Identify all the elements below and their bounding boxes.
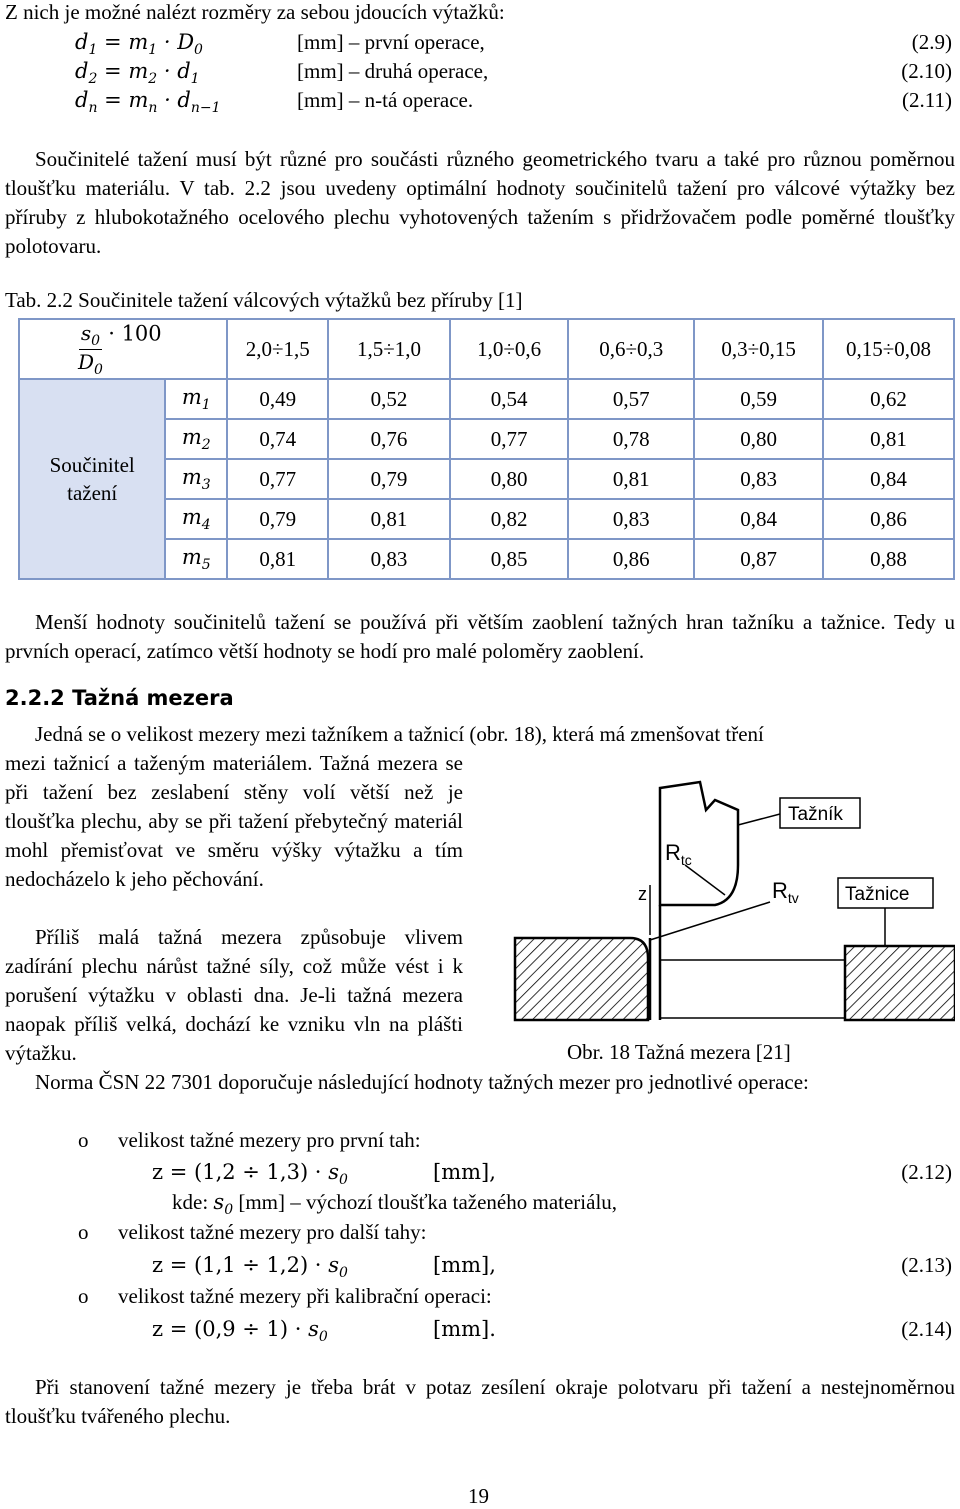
table-cell: 0,77 (227, 459, 328, 499)
paragraph-lower-values: Menší hodnoty součinitelů tažení se používá při větším zaoblení tažných hran tažníku a tažnice. Tedy u prvních operací, zatímco větší hodnoty se hodí pro malé poloměry zaoblení. (5, 610, 955, 663)
eq-second-unit: [mm] – druhá operace, (297, 59, 489, 83)
label-punch: Tažník (788, 804, 843, 825)
label-z: z (638, 884, 647, 904)
paragraph-coefficients: Součinitelé tažení musí být různé pro součásti různého geometrického tvaru a také pro různou poměrnou tloušťku materiálu. V tab. 2.2 jsou uvedeny optimální hodnoty součinitelů tažení pro válcové výtažky bez příruby z hlubokotažného ocelového plechu vyhotovených tažením s přidržovačem podle poměrné tloušťky polotovaru. (5, 147, 955, 258)
table-cell: 0,80 (450, 459, 569, 499)
eq-first-unit: [mm] – první operace, (297, 30, 485, 54)
column-header: 0,3÷0,15 (694, 319, 823, 379)
column-header: 2,0÷1,5 (227, 319, 328, 379)
paragraph-gap-too-small: Příliš malá tažná mezera způsobuje vlivem zadírání plechu nárůst tažné síly, což může vést i k porušení výtažku v oblasti dna. Je-li tažná mezera naopak příliš velká, dochází ke vzniku vln na plášti výtažku. (5, 925, 463, 1065)
table-cell: 0,79 (227, 499, 328, 539)
table-cell: 0,84 (823, 459, 954, 499)
table-cell: 0,85 (450, 539, 569, 579)
table-cell: 0,83 (694, 459, 823, 499)
table-cell: 0,81 (328, 499, 450, 539)
table-cell: 0,62 (823, 379, 954, 419)
table-corner-cell: $\frac{s_0}{D_0}$ · 100 (19, 319, 227, 379)
label-rtv: $R_{tv}$ (772, 878, 799, 906)
table-cell: 0,59 (694, 379, 823, 419)
paragraph-gap-first-line: Jedná se o velikost mezery mezi tažníkem a tažnicí (obr. 18), která má zmenšovat tření (35, 722, 764, 746)
table-header-row (19, 319, 954, 379)
eq-nth-unit: [mm] – n-tá operace. (297, 88, 474, 112)
section-heading: 2.2.2 Tažná mezera (5, 686, 234, 710)
row-symbol: $m_4$ (165, 499, 227, 539)
drawing-gap-figure (510, 770, 955, 1045)
intro-text: Z nich je možné nalézt rozměry za sebou jdoucích výtažků: (5, 0, 505, 24)
page-number: 19 (468, 1484, 489, 1508)
eq-first-formula: $d_1 = m_1 \cdot D_0$ (75, 30, 203, 58)
table-cell: 0,81 (568, 459, 694, 499)
eq-second-number: (2.10) (901, 59, 952, 83)
table-cell: 0,86 (823, 499, 954, 539)
die-shape (515, 938, 648, 1020)
column-header: 1,0÷0,6 (450, 319, 569, 379)
table-cell: 0,84 (694, 499, 823, 539)
table-cell: 0,80 (694, 419, 823, 459)
table-cell: 0,81 (227, 539, 328, 579)
row-group-label: Součinitel tažení (19, 379, 165, 579)
table-cell: 0,52 (328, 379, 450, 419)
table-cell: 0,83 (568, 499, 694, 539)
table-cell: 0,79 (328, 459, 450, 499)
formula: $z = (0,9 \div 1) \cdot s_0$ (152, 1317, 328, 1345)
table-cell: 0,77 (450, 419, 569, 459)
table-cell: 0,74 (227, 419, 328, 459)
table-cell: 0,49 (227, 379, 328, 419)
column-header: 0,15÷0,08 (823, 319, 954, 379)
label-die: Tažnice (845, 884, 910, 905)
table-cell: 0,57 (568, 379, 694, 419)
table-cell: 0,86 (568, 539, 694, 579)
table-row (19, 379, 954, 419)
thickness-ratio-fraction: $\frac{s_0}{D_0}$ (78, 320, 103, 378)
eq-second-formula: $d_2 = m_2 \cdot d_1$ (75, 59, 200, 87)
table-cell: 0,83 (328, 539, 450, 579)
column-header: 1,5÷1,0 (328, 319, 450, 379)
table-cell: 0,54 (450, 379, 569, 419)
row-symbol: $m_3$ (165, 459, 227, 499)
kde-line: kde: $s_0$ [mm] – výchozí tloušťka taženého materiálu, (172, 1190, 618, 1218)
paragraph-thickening: Při stanovení tažné mezery je třeba brát v potaz zesílení okraje polotvaru při tažení a nestejnoměrnou tloušťku tvářeného plechu. (5, 1375, 955, 1428)
eq-first-number: (2.9) (911, 30, 952, 54)
row-symbol: $m_1$ (165, 379, 227, 419)
figure-caption: Obr. 18 Tažná mezera [21] (567, 1040, 791, 1064)
table-cell: 0,78 (568, 419, 694, 459)
formula: $z = (1,2 \div 1,3) \cdot s_0$ (152, 1160, 348, 1188)
paragraph-gap-description: mezi tažnicí a taženým materiálem. Tažná mezera se při tažení bez zeslabení stěny volí větší než je tloušťka plechu, aby se při tažení přebytečný materiál mohl přemisťovat ve směru výšky výtažku a tím nedocházelo k jeho pěchování. (5, 751, 463, 891)
paragraph-norm: Norma ČSN 22 7301 doporučuje následující hodnoty tažných mezer pro jednotlivé operace: (35, 1070, 809, 1094)
table-cell: 0,82 (450, 499, 569, 539)
row-symbol: $m_2$ (165, 419, 227, 459)
formula: $z = (1,1 \div 1,2) \cdot s_0$ (152, 1253, 348, 1281)
coefficient-table (18, 318, 955, 580)
sheet-shape (650, 905, 660, 1020)
column-header: 0,6÷0,3 (568, 319, 694, 379)
die-right-shape (845, 946, 955, 1020)
table-cell: 0,88 (823, 539, 954, 579)
table-caption: Tab. 2.2 Součinitele tažení válcových výtažků bez příruby [1] (5, 288, 523, 312)
label-rtc: $R_{tc}$ (665, 840, 692, 868)
table-cell: 0,76 (328, 419, 450, 459)
eq-nth-formula: $d_n = m_n \cdot d_{n-1}$ (75, 88, 221, 116)
table-cell: 0,81 (823, 419, 954, 459)
eq-nth-number: (2.11) (902, 88, 952, 112)
row-symbol: $m_5$ (165, 539, 227, 579)
table-cell: 0,87 (694, 539, 823, 579)
